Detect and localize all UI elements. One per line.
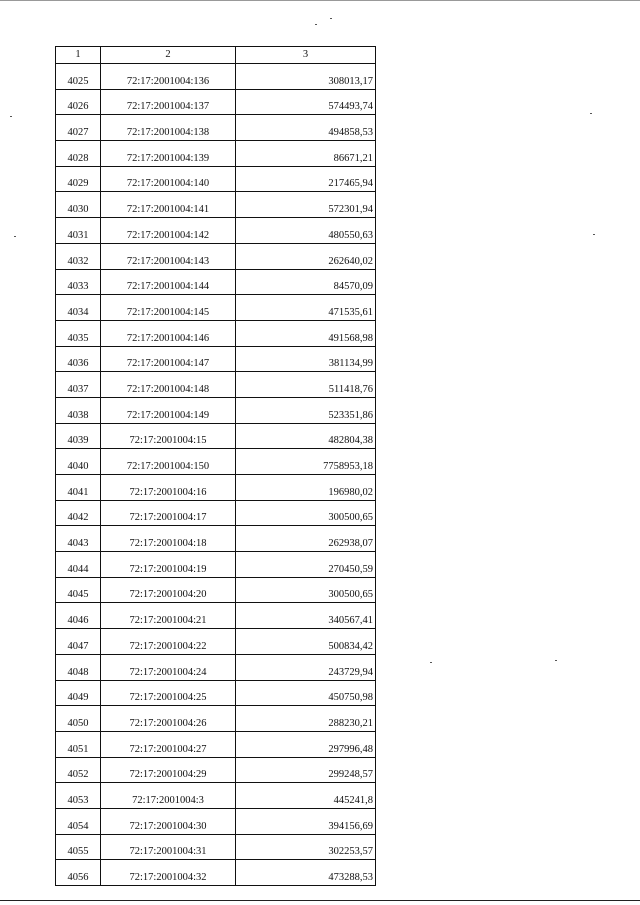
row-number-cell: 4038 xyxy=(56,397,101,423)
row-number-cell: 4042 xyxy=(56,500,101,526)
cadastral-number-cell: 72:17:2001004:31 xyxy=(101,834,236,860)
value-cell: 84570,09 xyxy=(236,269,376,295)
value-cell: 471535,61 xyxy=(236,295,376,321)
value-cell: 511418,76 xyxy=(236,372,376,398)
value-cell: 270450,59 xyxy=(236,552,376,578)
row-number-cell: 4047 xyxy=(56,629,101,655)
scan-speck xyxy=(10,116,12,117)
column-header-3: 3 xyxy=(236,47,376,64)
value-cell: 482804,38 xyxy=(236,423,376,449)
cadastral-number-cell: 72:17:2001004:143 xyxy=(101,243,236,269)
page-top-edge xyxy=(0,0,640,1)
row-number-cell: 4049 xyxy=(56,680,101,706)
cadastral-number-cell: 72:17:2001004:22 xyxy=(101,629,236,655)
value-cell: 480550,63 xyxy=(236,218,376,244)
cadastral-number-cell: 72:17:2001004:25 xyxy=(101,680,236,706)
cadastral-number-cell: 72:17:2001004:138 xyxy=(101,115,236,141)
value-cell: 491568,98 xyxy=(236,320,376,346)
cadastral-number-cell: 72:17:2001004:30 xyxy=(101,808,236,834)
row-number-cell: 4040 xyxy=(56,449,101,475)
row-number-cell: 4039 xyxy=(56,423,101,449)
row-number-cell: 4044 xyxy=(56,552,101,578)
value-cell: 262938,07 xyxy=(236,526,376,552)
page-bottom-edge xyxy=(0,900,640,901)
value-cell: 297996,48 xyxy=(236,731,376,757)
row-number-cell: 4036 xyxy=(56,346,101,372)
table-row xyxy=(56,731,376,757)
value-cell: 394156,69 xyxy=(236,808,376,834)
column-header-1: 1 xyxy=(56,47,101,64)
table-row xyxy=(56,64,376,90)
value-cell: 340567,41 xyxy=(236,603,376,629)
column-header-2: 2 xyxy=(101,47,236,64)
cadastral-number-cell: 72:17:2001004:21 xyxy=(101,603,236,629)
value-cell: 86671,21 xyxy=(236,141,376,167)
row-number-cell: 4034 xyxy=(56,295,101,321)
value-cell: 308013,17 xyxy=(236,64,376,90)
cadastral-number-cell: 72:17:2001004:140 xyxy=(101,166,236,192)
value-cell: 574493,74 xyxy=(236,89,376,115)
value-cell: 572301,94 xyxy=(236,192,376,218)
cadastral-number-cell: 72:17:2001004:137 xyxy=(101,89,236,115)
cadastral-number-cell: 72:17:2001004:141 xyxy=(101,192,236,218)
row-number-cell: 4048 xyxy=(56,654,101,680)
scan-speck xyxy=(330,18,332,19)
cadastral-number-cell: 72:17:2001004:145 xyxy=(101,295,236,321)
scan-speck xyxy=(14,236,16,237)
table-row xyxy=(56,166,376,192)
table-row xyxy=(56,654,376,680)
value-cell: 494858,53 xyxy=(236,115,376,141)
cadastral-number-cell: 72:17:2001004:29 xyxy=(101,757,236,783)
value-cell: 523351,86 xyxy=(236,397,376,423)
value-cell: 300500,65 xyxy=(236,577,376,603)
row-number-cell: 4033 xyxy=(56,269,101,295)
cadastral-number-cell: 72:17:2001004:139 xyxy=(101,141,236,167)
scan-speck xyxy=(430,662,432,663)
table-row xyxy=(56,269,376,295)
value-cell: 500834,42 xyxy=(236,629,376,655)
scan-speck xyxy=(315,24,317,25)
row-number-cell: 4054 xyxy=(56,808,101,834)
table-row xyxy=(56,834,376,860)
cadastral-number-cell: 72:17:2001004:20 xyxy=(101,577,236,603)
cadastral-number-cell: 72:17:2001004:17 xyxy=(101,500,236,526)
table-header xyxy=(56,47,376,64)
table-row xyxy=(56,346,376,372)
cadastral-number-cell: 72:17:2001004:18 xyxy=(101,526,236,552)
row-number-cell: 4031 xyxy=(56,218,101,244)
table-row xyxy=(56,243,376,269)
value-cell: 217465,94 xyxy=(236,166,376,192)
row-number-cell: 4045 xyxy=(56,577,101,603)
table-row xyxy=(56,603,376,629)
cadastral-number-cell: 72:17:2001004:148 xyxy=(101,372,236,398)
value-cell: 262640,02 xyxy=(236,243,376,269)
row-number-cell: 4028 xyxy=(56,141,101,167)
table-row xyxy=(56,552,376,578)
row-number-cell: 4032 xyxy=(56,243,101,269)
row-number-cell: 4041 xyxy=(56,475,101,501)
value-cell: 288230,21 xyxy=(236,706,376,732)
cadastral-number-cell: 72:17:2001004:24 xyxy=(101,654,236,680)
value-cell: 196980,02 xyxy=(236,475,376,501)
scan-speck xyxy=(590,113,592,114)
cadastral-number-cell: 72:17:2001004:27 xyxy=(101,731,236,757)
row-number-cell: 4030 xyxy=(56,192,101,218)
cadastral-value-table xyxy=(55,46,376,886)
value-cell: 450750,98 xyxy=(236,680,376,706)
table-row xyxy=(56,89,376,115)
value-cell: 243729,94 xyxy=(236,654,376,680)
table-row xyxy=(56,680,376,706)
table-row xyxy=(56,295,376,321)
row-number-cell: 4050 xyxy=(56,706,101,732)
value-cell: 7758953,18 xyxy=(236,449,376,475)
scan-speck xyxy=(593,234,595,235)
table-row xyxy=(56,783,376,809)
row-number-cell: 4029 xyxy=(56,166,101,192)
table-row xyxy=(56,397,376,423)
cadastral-number-cell: 72:17:2001004:3 xyxy=(101,783,236,809)
table-row xyxy=(56,320,376,346)
table-row xyxy=(56,372,376,398)
cadastral-number-cell: 72:17:2001004:150 xyxy=(101,449,236,475)
row-number-cell: 4046 xyxy=(56,603,101,629)
value-cell: 473288,53 xyxy=(236,860,376,886)
header-row xyxy=(56,47,376,64)
row-number-cell: 4056 xyxy=(56,860,101,886)
value-cell: 445241,8 xyxy=(236,783,376,809)
table-row xyxy=(56,115,376,141)
cadastral-number-cell: 72:17:2001004:136 xyxy=(101,64,236,90)
table-row xyxy=(56,526,376,552)
row-number-cell: 4053 xyxy=(56,783,101,809)
table-row xyxy=(56,577,376,603)
value-cell: 381134,99 xyxy=(236,346,376,372)
value-cell: 300500,65 xyxy=(236,500,376,526)
row-number-cell: 4026 xyxy=(56,89,101,115)
table-row xyxy=(56,449,376,475)
cadastral-number-cell: 72:17:2001004:144 xyxy=(101,269,236,295)
row-number-cell: 4051 xyxy=(56,731,101,757)
cadastral-number-cell: 72:17:2001004:26 xyxy=(101,706,236,732)
cadastral-number-cell: 72:17:2001004:146 xyxy=(101,320,236,346)
value-cell: 302253,57 xyxy=(236,834,376,860)
row-number-cell: 4055 xyxy=(56,834,101,860)
table-row xyxy=(56,475,376,501)
row-number-cell: 4043 xyxy=(56,526,101,552)
table-row xyxy=(56,629,376,655)
row-number-cell: 4052 xyxy=(56,757,101,783)
cadastral-number-cell: 72:17:2001004:16 xyxy=(101,475,236,501)
table-row xyxy=(56,423,376,449)
table-row xyxy=(56,808,376,834)
table-row xyxy=(56,860,376,886)
cadastral-number-cell: 72:17:2001004:142 xyxy=(101,218,236,244)
table-row xyxy=(56,192,376,218)
row-number-cell: 4027 xyxy=(56,115,101,141)
scan-speck xyxy=(555,660,557,661)
cadastral-number-cell: 72:17:2001004:15 xyxy=(101,423,236,449)
row-number-cell: 4035 xyxy=(56,320,101,346)
row-number-cell: 4025 xyxy=(56,64,101,90)
cadastral-number-cell: 72:17:2001004:19 xyxy=(101,552,236,578)
cadastral-number-cell: 72:17:2001004:147 xyxy=(101,346,236,372)
cadastral-number-cell: 72:17:2001004:32 xyxy=(101,860,236,886)
table-row xyxy=(56,706,376,732)
table-body xyxy=(56,64,376,886)
table-row xyxy=(56,500,376,526)
cadastral-number-cell: 72:17:2001004:149 xyxy=(101,397,236,423)
table-row xyxy=(56,757,376,783)
row-number-cell: 4037 xyxy=(56,372,101,398)
table-row xyxy=(56,218,376,244)
value-cell: 299248,57 xyxy=(236,757,376,783)
table-row xyxy=(56,141,376,167)
